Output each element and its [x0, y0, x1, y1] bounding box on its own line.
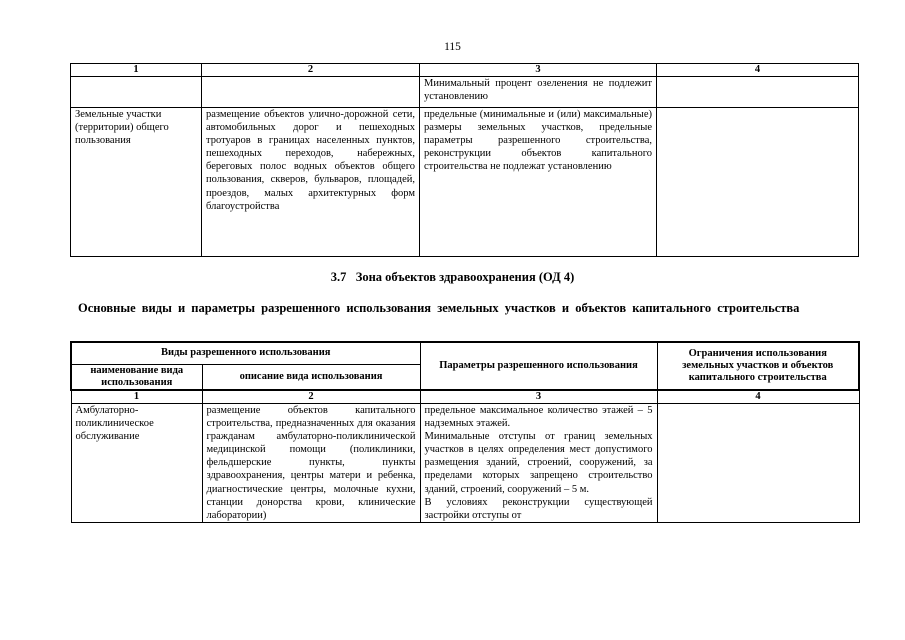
restrictions-cell — [657, 77, 859, 108]
column-number: 2 — [202, 64, 420, 77]
use-name-cell: Земельные участки (территории) общего пользования — [71, 108, 202, 257]
column-number-row — [71, 390, 859, 404]
use-description-cell: размещение объектов капитального строительства, предназначенных для оказания гражданам амбулаторно-поликлинической медицинской помощи (поликлиники, фельдшерские пункты, пункты здравоохранения, центры матери и ребенка, диагностические центры, молочные кухни, станции донорства крови, клинические лаборатории) — [202, 404, 420, 523]
table-row — [71, 77, 859, 108]
parameter-paragraph: В условиях реконструкции существующей застройки отступы от — [424, 496, 653, 521]
health-zone-table — [70, 341, 860, 523]
header-use-name: наименование вида использования — [71, 364, 202, 390]
parameter-paragraph: предельное максимальное количество этажей – 5 надземных этажей. — [424, 405, 653, 430]
header-group-label: Виды разрешенного использования — [71, 342, 420, 364]
column-number: 2 — [202, 390, 420, 404]
column-number: 4 — [657, 64, 859, 77]
header-use-description: описание вида использования — [202, 364, 420, 390]
use-description-cell — [202, 77, 420, 108]
section-number: 3.7 — [330, 270, 347, 284]
restrictions-cell — [657, 404, 859, 523]
parameters-cell: Минимальный процент озеленения не подлежит установлению — [420, 77, 657, 108]
use-description-cell: размещение объектов улично-дорожной сети, автомобильных дорог и пешеходных тротуаров в границах населенных пунктов, пешеходных переходов, набережных, береговых полос водных объектов общего пользования, скверов, бульваров, площадей, проездов, малых архитектурных форм благоустройства — [202, 108, 420, 257]
column-number-row — [71, 64, 859, 77]
table-row — [71, 108, 859, 257]
section-title — [0, 270, 905, 285]
page-number: 115 — [444, 41, 461, 53]
page-bottom-margin — [0, 578, 905, 640]
column-number: 1 — [71, 64, 202, 77]
parameters-cell: предельные (минимальные и (или) максимальные) размеры земельных участков, предельные параметры разрешенного строительства, реконструкции объектов капитального строительства не подлежат установлению — [420, 108, 657, 257]
parameters-cell — [420, 404, 657, 523]
header-restrictions: Ограничения использования земельных участков и объектов капитального строительства — [657, 342, 859, 390]
restrictions-cell — [657, 108, 859, 257]
column-number: 3 — [420, 390, 657, 404]
table-row — [71, 404, 859, 523]
use-name-cell — [71, 77, 202, 108]
parameter-paragraph: Минимальные отступы от границ земельных участков в целях определения мест допустимого размещения зданий, строений, сооружений, за пределами которых запрещено строительство зданий, строений, сооружений – 5 м. — [424, 431, 653, 495]
column-number: 4 — [657, 390, 859, 404]
header-parameters: Параметры разрешенного использования — [420, 342, 657, 390]
column-number: 1 — [71, 390, 202, 404]
use-name-cell: Амбулаторно-поликлиническое обслуживание — [71, 404, 202, 523]
land-use-table-continued — [70, 63, 859, 257]
section-name: Зона объектов здравоохранения (ОД 4) — [355, 270, 575, 284]
column-number: 3 — [420, 64, 657, 77]
subheading: Основные виды и параметры разрешенного использования земельных участков и объектов капитального строительства — [78, 301, 800, 315]
table-header — [71, 342, 859, 390]
